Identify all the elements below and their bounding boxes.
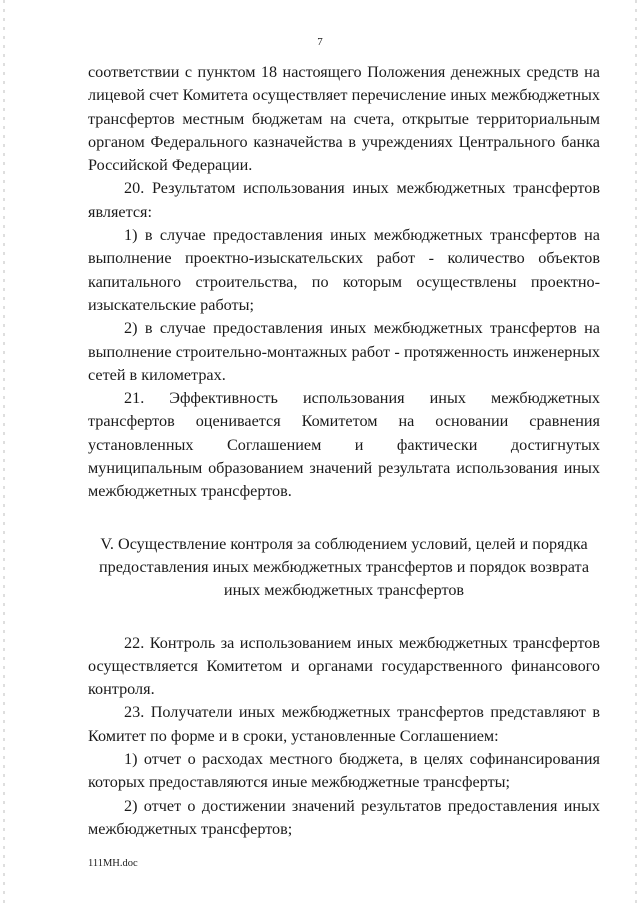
paragraph-23: 23. Получатели иных межбюджетных трансфертов представляют в Комитет по форме и в сроки, установленные Соглашением: xyxy=(88,703,600,745)
paragraph-20: 20. Результатом использования иных межбюджетных трансфертов является: xyxy=(88,179,600,221)
paragraph-22: 22. Контроль за использованием иных межбюджетных трансфертов осуществляется Комитетом и органами государственного финансового контроля. xyxy=(88,633,600,699)
paragraph-21: 21. Эффективность использования иных межбюджетных трансфертов оценивается Комитетом на основании сравнения установленных Соглашением и фактически достигнутых муниципальным образованием значений результата использования иных межбюджетных трансфертов. xyxy=(88,389,600,501)
paragraph-23-item-1: 1) отчет о расходах местного бюджета, в целях софинансирования которых предоставляются иные межбюджетные трансферты; xyxy=(88,750,600,792)
page-number: 7 xyxy=(317,36,323,48)
section-v-title: V. Осуществление контроля за соблюдением условий, целей и порядка предоставления иных межбюджетных трансфертов и порядок возврата иных межбюджетных трансфертов xyxy=(98,534,590,600)
footer-filename: 111MH.doc xyxy=(88,858,138,869)
paragraph-20-item-1: 1) в случае предоставления иных межбюджетных трансфертов на выполнение проектно-изыскательских работ - количество объектов капитального строительства, по которым осуществлены проектно-изыскательские работы; xyxy=(88,226,600,314)
scan-edge-right xyxy=(635,0,637,905)
document-body xyxy=(88,61,600,841)
paragraph-23-item-2: 2) отчет о достижении значений результатов предоставления иных межбюджетных трансфертов; xyxy=(88,796,600,838)
paragraph-continued: соответствии с пунктом 18 настоящего Положения денежных средств на лицевой счет Комитета осуществляет перечисление иных межбюджетных трансфертов местным бюджетам на счета, открытые территориальным органом Федерального казначейства в учреждениях Центрального банка Российской Федерации. xyxy=(88,63,600,175)
scan-edge-left xyxy=(3,0,5,905)
paragraph-20-item-2: 2) в случае предоставления иных межбюджетных трансфертов на выполнение строительно-монтажных работ - протяженность инженерных сетей в километрах. xyxy=(88,319,600,384)
